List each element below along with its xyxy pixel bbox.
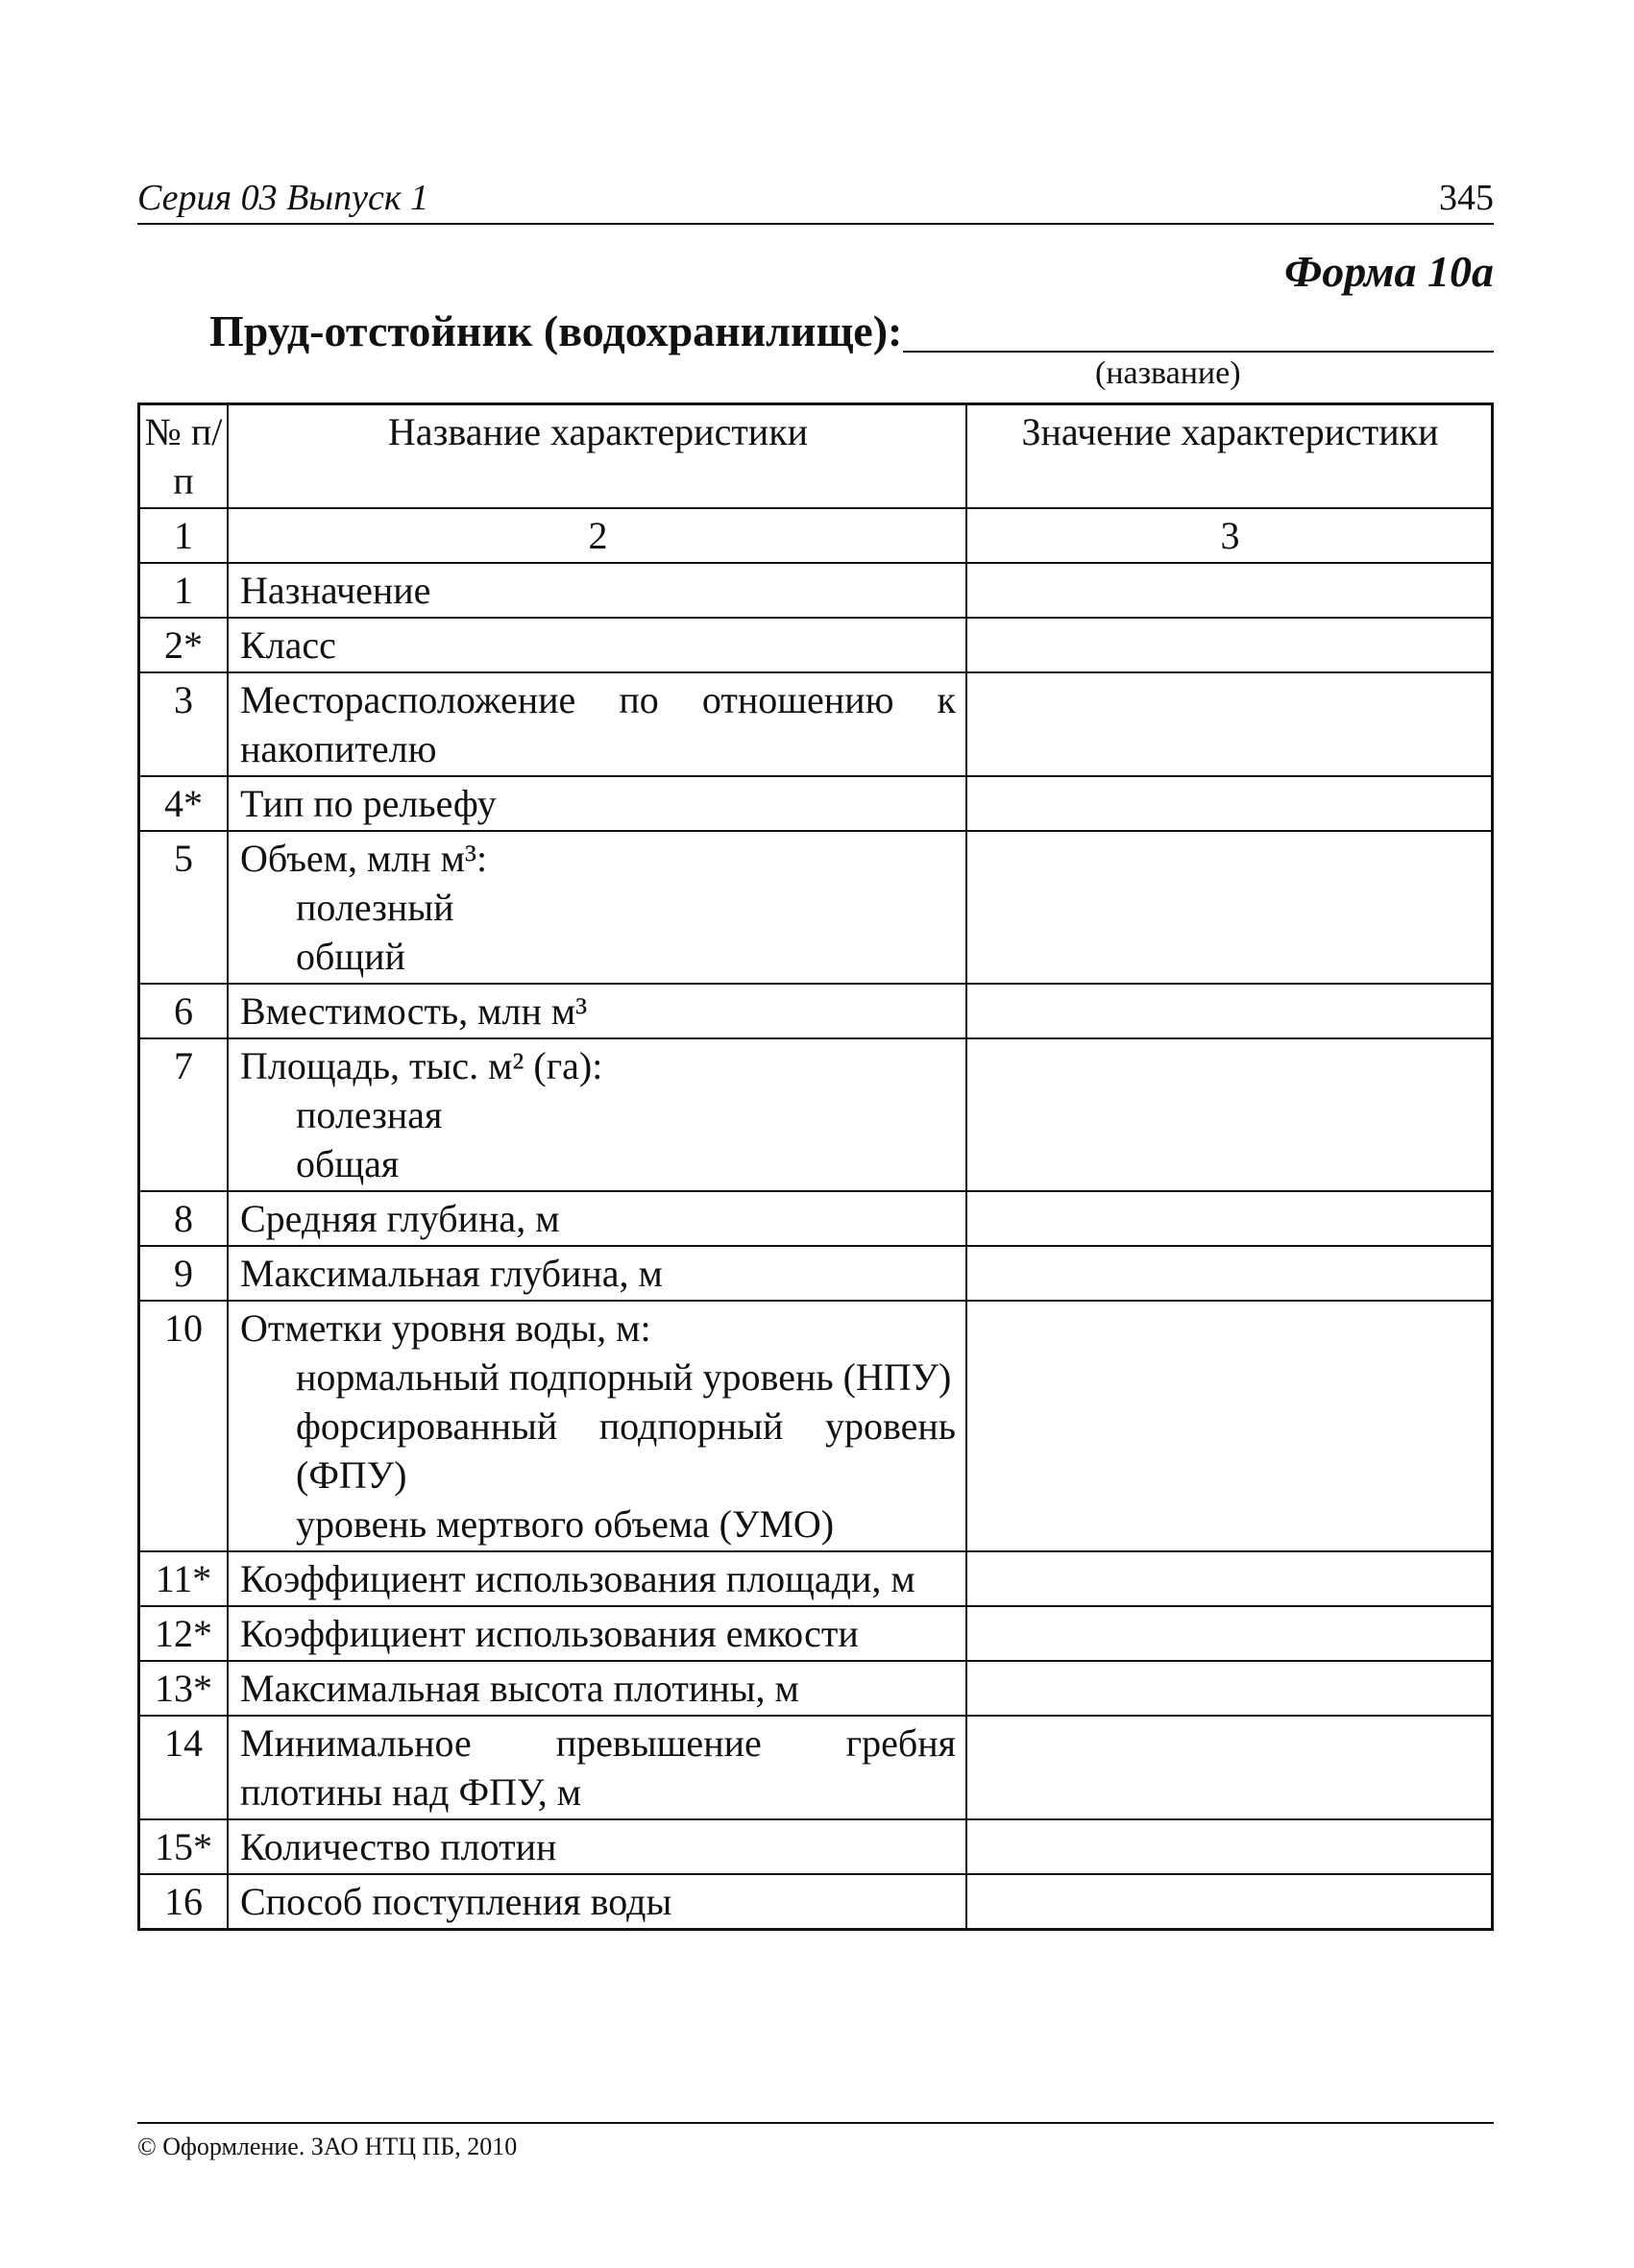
row-characteristic-name [228,1661,966,1716]
row-number: 2* [139,618,229,672]
row-characteristic-name [228,672,966,776]
header-name: Название характеристики [228,404,966,509]
table-row [139,1716,1493,1819]
row-number: 12* [139,1606,229,1661]
document-title: Пруд-отстойник (водохранилище): [209,306,903,355]
footer-divider [137,2122,1494,2124]
table-row [139,1246,1493,1301]
characteristic-label: Средняя глубина, м [240,1197,560,1240]
row-value-cell[interactable] [966,1301,1493,1551]
characteristic-label: Коэффициент использования площади, м [240,1557,915,1600]
row-value-cell[interactable] [966,1716,1493,1819]
row-number: 4* [139,776,229,831]
row-value-cell[interactable] [966,1191,1493,1246]
title-hint: (название) [1095,355,1241,391]
row-number: 14 [139,1716,229,1819]
row-value-cell[interactable] [966,1606,1493,1661]
characteristic-label: Назначение [240,569,431,612]
characteristic-label: Способ поступления воды [240,1880,672,1923]
characteristic-label: Максимальная глубина, м [240,1252,663,1295]
characteristic-label: Коэффициент использования емкости [240,1612,859,1655]
series-label: Серия 03 Выпуск 1 [137,178,429,218]
row-characteristic-name [228,1819,966,1874]
row-number: 11* [139,1551,229,1606]
row-characteristic-name [228,1246,966,1301]
table-row [139,831,1493,984]
page-header [137,175,1494,225]
table-row [139,1551,1493,1606]
index-cell-2: 2 [228,508,966,563]
row-number: 16 [139,1874,229,1930]
characteristic-label: Максимальная высота плотины, м [240,1667,799,1710]
table-body [139,563,1493,1930]
table-row [139,1874,1493,1930]
characteristic-label: Объем, млн м³: [240,837,488,880]
row-value-cell[interactable] [966,1819,1493,1874]
header-num: № п/п [139,404,229,509]
characteristic-label: Тип по рельефу [240,782,497,825]
index-cell-1: 1 [139,508,229,563]
row-characteristic-name [228,984,966,1038]
table-row [139,618,1493,672]
row-characteristic-name [228,1716,966,1819]
row-value-cell[interactable] [966,1661,1493,1716]
row-characteristic-name [228,1191,966,1246]
row-characteristic-name [228,1874,966,1930]
row-characteristic-name [228,1301,966,1551]
table-row [139,563,1493,618]
characteristic-sublabel: полезная [296,1093,443,1136]
row-number: 5 [139,831,229,984]
row-number: 6 [139,984,229,1038]
row-value-cell[interactable] [966,563,1493,618]
characteristics-table [137,402,1494,1931]
characteristic-sublabel: форсированный подпорный уровень (ФПУ) [296,1404,956,1497]
table-row [139,1661,1493,1716]
table-row [139,1038,1493,1191]
characteristic-sublabel: нормальный подпорный уровень (НПУ) [296,1355,952,1399]
row-value-cell[interactable] [966,1874,1493,1930]
row-characteristic-name [228,563,966,618]
characteristic-sublabel: уровень мертвого объема (УМО) [296,1502,835,1546]
table-row [139,1191,1493,1246]
table-header-row [139,404,1493,509]
title-blank-line [903,351,1494,353]
footer-copyright: © Оформление. ЗАО НТЦ ПБ, 2010 [137,2133,518,2160]
row-value-cell[interactable] [966,672,1493,776]
table-row [139,776,1493,831]
row-value-cell[interactable] [966,1038,1493,1191]
row-value-cell[interactable] [966,831,1493,984]
characteristic-label: Месторасположение по отношению к накопителю [240,678,956,770]
row-value-cell[interactable] [966,1246,1493,1301]
row-number: 15* [139,1819,229,1874]
table-row [139,1819,1493,1874]
characteristic-label: Минимальное превышение гребня плотины над ФПУ, м [240,1721,956,1814]
table-row [139,1606,1493,1661]
characteristic-label: Класс [240,623,336,667]
form-label: Форма 10а [1284,247,1494,296]
page-number: 345 [1439,178,1494,218]
row-number: 10 [139,1301,229,1551]
row-characteristic-name [228,831,966,984]
index-cell-3: 3 [966,508,1493,563]
row-number: 9 [139,1246,229,1301]
characteristic-label: Площадь, тыс. м² (га): [240,1044,603,1087]
table-row [139,1301,1493,1551]
characteristic-label: Отметки уровня воды, м: [240,1306,651,1350]
row-number: 3 [139,672,229,776]
row-value-cell[interactable] [966,776,1493,831]
row-characteristic-name [228,1606,966,1661]
row-number: 8 [139,1191,229,1246]
row-characteristic-name [228,618,966,672]
row-characteristic-name [228,1038,966,1191]
row-number: 1 [139,563,229,618]
row-number: 13* [139,1661,229,1716]
row-characteristic-name [228,1551,966,1606]
row-value-cell[interactable] [966,618,1493,672]
row-value-cell[interactable] [966,984,1493,1038]
header-value: Значение характеристики [966,404,1493,509]
characteristic-label: Количество плотин [240,1825,557,1868]
characteristic-label: Вместимость, млн м³ [240,989,588,1033]
row-characteristic-name [228,776,966,831]
characteristic-sublabel: общая [296,1142,400,1185]
table-index-row [139,508,1493,563]
table-row [139,672,1493,776]
row-number: 7 [139,1038,229,1191]
table-row [139,984,1493,1038]
characteristic-sublabel: общий [296,935,405,978]
characteristic-sublabel: полезный [296,886,454,929]
row-value-cell[interactable] [966,1551,1493,1606]
